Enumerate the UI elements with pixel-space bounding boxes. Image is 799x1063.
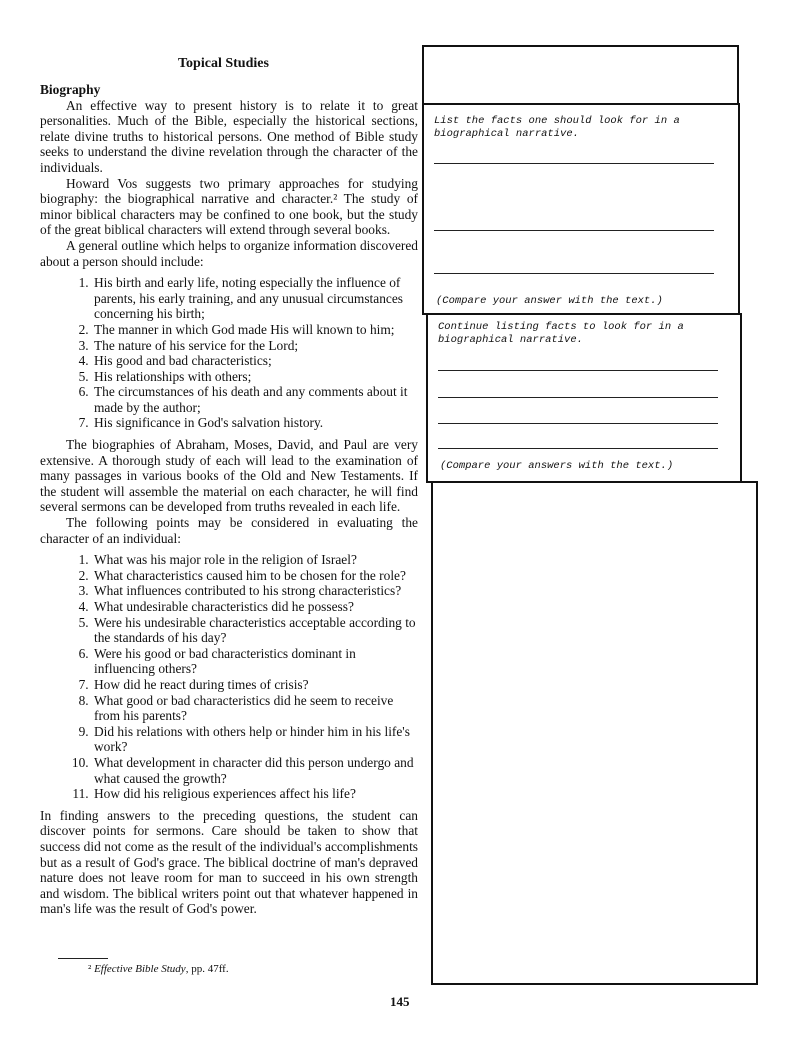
workbook-panel-2 <box>426 313 742 483</box>
paragraph: The biographies of Abraham, Moses, David, and Paul are very extensive. A thorough study of each will lead to the examination of many passages in various books of the Old and New Testaments. If the student will assemble the material on each character, he will find several sermons can be developed from truths revealed in each life. <box>40 437 418 515</box>
answer-line[interactable] <box>438 370 718 371</box>
footnote-title: Effective Bible Study <box>94 963 186 975</box>
compare-note: (Compare your answer with the text.) <box>436 295 663 307</box>
answer-line[interactable] <box>438 448 718 449</box>
list-item: 10. What development in character did this person undergo and what caused the growth? <box>92 755 418 786</box>
list-item: 6. The circumstances of his death and any comments about it made by the author; <box>92 384 418 415</box>
answer-line[interactable] <box>434 230 714 231</box>
list-item: 1. His birth and early life, noting especially the influence of parents, his early training, and any unusual circumstances concerning his birth; <box>92 275 418 322</box>
paragraph: The following points may be considered in evaluating the character of an individual: <box>40 515 418 546</box>
closing-paragraph: In finding answers to the preceding questions, the student can discover points for sermons. Care should be taken to show that success did not come as the result of the individual's accomplishments but as a result of God's grace. The biblical doctrine of man's depraved nature does not leave room for man to succeed in his own strength and wisdom. The biblical writers point out that whatever happened in man's life was the result of God's power. <box>40 807 418 917</box>
page-number: 145 <box>390 994 410 1009</box>
list-item: 7. How did he react during times of crisis? <box>92 677 418 693</box>
workbook-panel-1 <box>422 103 740 315</box>
character-questions-list <box>40 552 418 802</box>
footnote <box>88 963 418 976</box>
list-item: 4. His good and bad characteristics; <box>92 353 418 369</box>
list-item: 6. Were his good or bad characteristics dominant in influencing others? <box>92 646 418 677</box>
list-item: 1. What was his major role in the religion of Israel? <box>92 552 418 568</box>
page-title: Topical Studies <box>178 56 269 71</box>
list-item: 5. His relationships with others; <box>92 369 418 385</box>
list-item: 2. What characteristics caused him to be chosen for the role? <box>92 568 418 584</box>
footnote-reference: , pp. 47ff. <box>185 963 229 975</box>
page-footer <box>40 958 418 1009</box>
answer-line[interactable] <box>438 397 718 398</box>
compare-note: (Compare your answers with the text.) <box>440 460 674 472</box>
list-item: 4. What undesirable characteristics did he possess? <box>92 599 418 615</box>
workbook-answer-frame <box>422 45 739 105</box>
list-item: 3. The nature of his service for the Lord; <box>92 338 418 354</box>
outline-list <box>40 275 418 431</box>
main-text-column <box>40 82 418 917</box>
list-item: 7. His significance in God's salvation history. <box>92 415 418 431</box>
paragraph: An effective way to present history is to relate it to great personalities. Much of the Bible, especially the historical sections, relate divine truths to historical persons. One method of Bible study seeks to understand the divine revelation through the character of the individuals. <box>40 97 418 175</box>
paragraph: A general outline which helps to organize information discovered about a person should include: <box>40 237 418 269</box>
list-item: 11. How did his religious experiences affect his life? <box>92 786 418 802</box>
answer-line[interactable] <box>438 423 718 424</box>
footnote-divider <box>58 958 108 959</box>
answer-line[interactable] <box>434 273 714 274</box>
list-item: 3. What influences contributed to his strong characteristics? <box>92 583 418 599</box>
answer-line[interactable] <box>434 163 714 164</box>
section-heading: Biography <box>40 82 101 97</box>
list-item: 2. The manner in which God made His will known to him; <box>92 322 418 338</box>
list-item: 5. Were his undesirable characteristics acceptable according to the standards of his day? <box>92 615 418 646</box>
panel-prompt: List the facts one should look for in a biographical narrative. <box>434 115 680 140</box>
paragraph: Howard Vos suggests two primary approaches for studying biography: the biographical narrative and character.² The study of minor biblical characters may be confined to one book, but the study of the great biblical characters will extend through several books. <box>40 175 418 238</box>
footnote-marker: ² <box>88 963 92 975</box>
list-item: 9. Did his relations with others help or hinder him in his life's work? <box>92 724 418 755</box>
workbook-panel-3 <box>431 481 758 985</box>
list-item: 8. What good or bad characteristics did he seem to receive from his parents? <box>92 693 418 724</box>
panel-prompt: Continue listing facts to look for in a biographical narrative. <box>438 321 684 346</box>
